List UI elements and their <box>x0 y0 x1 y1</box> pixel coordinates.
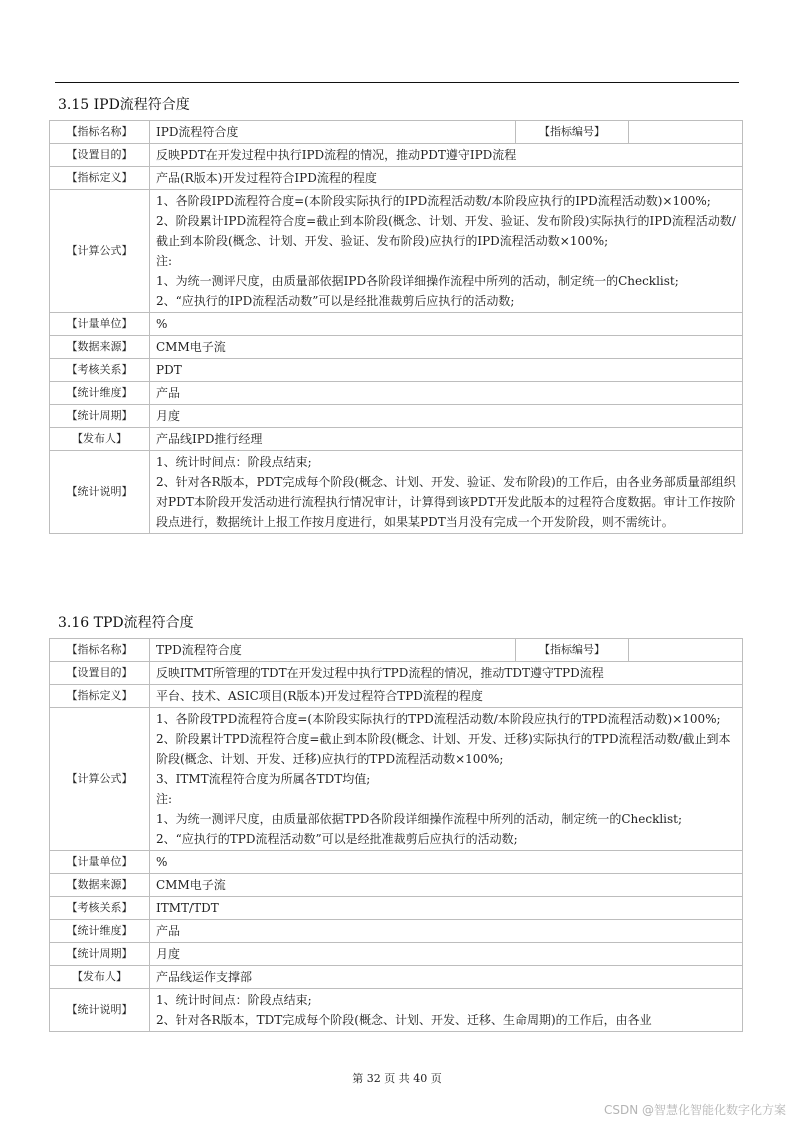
definition-value: 产品(R版本)开发过程符合IPD流程的程度 <box>150 167 743 190</box>
table-row <box>50 405 743 428</box>
definition-value: 平台、技术、ASIC项目(R版本)开发过程符合TPD流程的程度 <box>150 685 743 708</box>
formula-line: 2、“应执行的TPD流程活动数”可以是经批准裁剪后应执行的活动数; <box>156 832 518 846</box>
row-label: 【计算公式】 <box>50 190 150 313</box>
formula-line: 1、为统一测评尺度，由质量部依据TPD各阶段详细操作流程中所列的活动，制定统一的Checklist; <box>156 812 683 826</box>
indicator-number <box>629 639 743 662</box>
purpose-value: 反映PDT在开发过程中执行IPD流程的情况，推动PDT遵守IPD流程 <box>150 144 743 167</box>
section-title: 3.16 TPD流程符合度 <box>58 615 194 631</box>
row-label: 【计算公式】 <box>50 708 150 851</box>
row-label: 【指标名称】 <box>50 639 150 662</box>
row-label: 【统计说明】 <box>50 989 150 1032</box>
dimension-value: 产品 <box>150 382 743 405</box>
indicator-name: IPD流程符合度 <box>150 121 516 144</box>
table-row <box>50 313 743 336</box>
notes-line: 1、统计时间点：阶段点结束; <box>156 993 312 1007</box>
row-label: 【指标定义】 <box>50 685 150 708</box>
publisher-value: 产品线IPD推行经理 <box>150 428 743 451</box>
row-label: 【统计周期】 <box>50 943 150 966</box>
relation-value: PDT <box>150 359 743 382</box>
purpose-value: 反映ITMT所管理的TDT在开发过程中执行TPD流程的情况，推动TDT遵守TPD流程 <box>150 662 743 685</box>
row-label: 【发布人】 <box>50 428 150 451</box>
row-label: 【计量单位】 <box>50 851 150 874</box>
table-row <box>50 451 743 534</box>
source-value: CMM电子流 <box>150 874 743 897</box>
row-label: 【考核关系】 <box>50 359 150 382</box>
row-label: 【统计维度】 <box>50 382 150 405</box>
table-row <box>50 685 743 708</box>
table-row <box>50 144 743 167</box>
formula-line: 1、为统一测评尺度，由质量部依据IPD各阶段详细操作流程中所列的活动，制定统一的Checklist; <box>156 274 679 288</box>
formula-line: 3、ITMT流程符合度为所属各TDT均值; <box>156 772 371 786</box>
notes-value <box>150 989 743 1032</box>
formula-line: 2、阶段累计TPD流程符合度=截止到本阶段(概念、计划、开发、迁移)实际执行的TPD流程活动数/截止到本阶段(概念、计划、开发、迁移)应执行的TPD流程活动数×100%; <box>156 732 731 766</box>
table-row <box>50 190 743 313</box>
unit-value: % <box>150 313 743 336</box>
table-row <box>50 943 743 966</box>
table-row <box>50 639 743 662</box>
row-label: 【设置目的】 <box>50 144 150 167</box>
formula-line: 1、各阶段IPD流程符合度=(本阶段实际执行的IPD流程活动数/本阶段应执行的IPD流程活动数)×100%; <box>156 194 711 208</box>
period-value: 月度 <box>150 405 743 428</box>
row-label: 【指标编号】 <box>516 121 629 144</box>
period-value: 月度 <box>150 943 743 966</box>
table-row <box>50 897 743 920</box>
row-label: 【指标编号】 <box>516 639 629 662</box>
row-label: 【计量单位】 <box>50 313 150 336</box>
indicator-number <box>629 121 743 144</box>
table-row <box>50 167 743 190</box>
indicator-name: TPD流程符合度 <box>150 639 516 662</box>
row-label: 【统计维度】 <box>50 920 150 943</box>
formula-value <box>150 708 743 851</box>
notes-line: 2、针对各R版本，TDT完成每个阶段(概念、计划、开发、迁移、生命周期)的工作后，由各业 <box>156 1013 652 1027</box>
relation-value: ITMT/TDT <box>150 897 743 920</box>
row-label: 【发布人】 <box>50 966 150 989</box>
table-row <box>50 874 743 897</box>
table-row <box>50 989 743 1032</box>
table-row <box>50 966 743 989</box>
table-row <box>50 121 743 144</box>
section-title: 3.15 IPD流程符合度 <box>58 97 190 113</box>
indicator-table <box>49 120 743 534</box>
notes-line: 1、统计时间点：阶段点结束; <box>156 455 312 469</box>
row-label: 【考核关系】 <box>50 897 150 920</box>
watermark: CSDN @智慧化智能化数字化方案 <box>603 1103 786 1117</box>
table-row <box>50 920 743 943</box>
row-label: 【统计说明】 <box>50 451 150 534</box>
formula-line: 1、各阶段TPD流程符合度=(本阶段实际执行的TPD流程活动数/本阶段应执行的TPD流程活动数)×100%; <box>156 712 721 726</box>
table-row <box>50 382 743 405</box>
header-rule <box>55 82 739 83</box>
source-value: CMM电子流 <box>150 336 743 359</box>
row-label: 【数据来源】 <box>50 874 150 897</box>
formula-value <box>150 190 743 313</box>
table-row <box>50 359 743 382</box>
table-row <box>50 662 743 685</box>
table-row <box>50 708 743 851</box>
table-row <box>50 336 743 359</box>
formula-line: 注: <box>156 792 173 806</box>
row-label: 【设置目的】 <box>50 662 150 685</box>
unit-value: % <box>150 851 743 874</box>
indicator-table <box>49 638 743 1032</box>
formula-line: 2、“应执行的IPD流程活动数”可以是经批准裁剪后应执行的活动数; <box>156 294 515 308</box>
table-row <box>50 428 743 451</box>
row-label: 【指标定义】 <box>50 167 150 190</box>
dimension-value: 产品 <box>150 920 743 943</box>
row-label: 【数据来源】 <box>50 336 150 359</box>
page-footer: 第 32 页 共 40 页 <box>352 1072 442 1085</box>
formula-line: 注: <box>156 254 173 268</box>
row-label: 【统计周期】 <box>50 405 150 428</box>
notes-line: 2、针对各R版本，PDT完成每个阶段(概念、计划、开发、验证、发布阶段)的工作后，由各业务部质量部组织对PDT本阶段开发活动进行流程执行情况审计，计算得到该PDT开发此版本的过程符合度数据。审计工作按阶段点进行，数据统计上报工作按月度进行，如果某PDT当月没有完成一个开发阶段，则不需统计。 <box>156 475 736 529</box>
notes-value <box>150 451 743 534</box>
row-label: 【指标名称】 <box>50 121 150 144</box>
publisher-value: 产品线运作支撑部 <box>150 966 743 989</box>
table-row <box>50 851 743 874</box>
formula-line: 2、阶段累计IPD流程符合度=截止到本阶段(概念、计划、开发、验证、发布阶段)实际执行的IPD流程活动数/截止到本阶段(概念、计划、开发、验证、发布阶段)应执行的IPD流程活动数×100%; <box>156 214 736 248</box>
